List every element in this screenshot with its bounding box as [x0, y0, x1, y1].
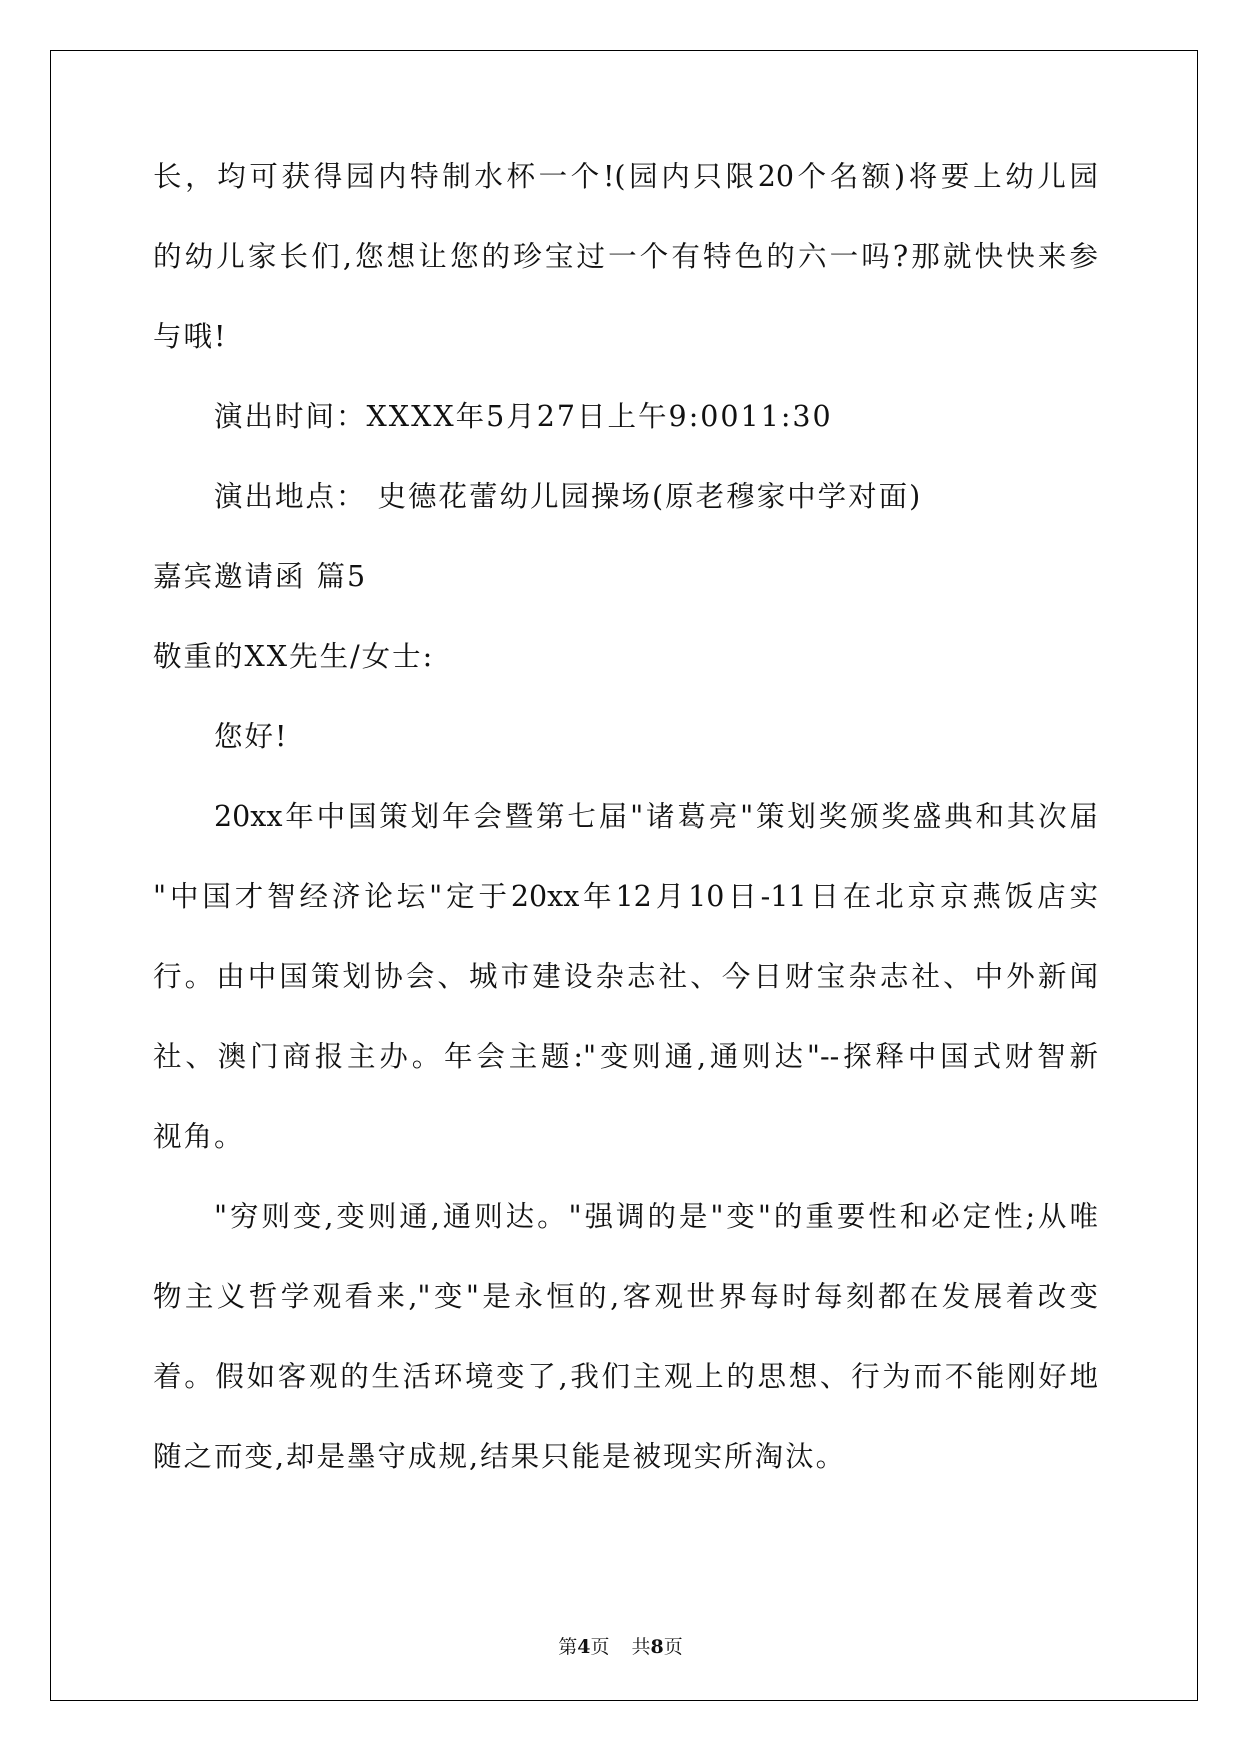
- text-line: 着。假如客观的生活环境变了,我们主观上的思想、行为而不能刚好地: [153, 1360, 1098, 1393]
- page-suffix: 页: [590, 1636, 610, 1658]
- total-pages: 8: [650, 1636, 664, 1658]
- text-line: 社、澳门商报主办。年会主题:"变则通,通则达"--探释中国式财智新: [153, 1040, 1098, 1073]
- text-line: 行。由中国策划协会、城市建设杂志社、今日财宝杂志社、中外新闻: [153, 960, 1098, 993]
- total-prefix: 共: [631, 1636, 651, 1658]
- text-line: 长，均可获得园内特制水杯一个!(园内只限20个名额)将要上幼儿园: [153, 160, 1098, 193]
- text-line: 物主义哲学观看来,"变"是永恒的,客观世界每时每刻都在发展着改变: [153, 1280, 1098, 1313]
- salutation: 敬重的XX先生/女士:: [153, 640, 435, 673]
- text-line: 与哦!: [153, 320, 228, 353]
- performance-location-line: 演出地点： 史德花蕾幼儿园操场(原老穆家中学对面): [214, 480, 923, 513]
- greeting: 您好!: [214, 720, 289, 753]
- text-line: "中国才智经济论坛"定于20xx年12月10日-11日在北京京燕饭店实: [153, 880, 1098, 913]
- text-line: 随之而变,却是墨守成规,结果只能是被现实所淘汰。: [153, 1440, 847, 1473]
- text-line: "穷则变,变则通,通则达。"强调的是"变"的重要性和必定性;从唯: [214, 1200, 1098, 1233]
- performance-time-line: 演出时间：XXXX年5月27日上午9:0011:30: [214, 400, 833, 433]
- page-prefix: 第: [558, 1636, 578, 1658]
- total-suffix: 页: [663, 1636, 683, 1658]
- page-footer: [0, 1632, 1241, 1659]
- document-body: [153, 160, 1098, 1520]
- section-heading: 嘉宾邀请函 篇5: [153, 560, 368, 593]
- text-line: 视角。: [153, 1120, 245, 1153]
- text-line: 的幼儿家长们,您想让您的珍宝过一个有特色的六一吗?那就快快来参: [153, 240, 1098, 273]
- page-number: 4: [577, 1636, 591, 1658]
- text-line: 20xx年中国策划年会暨第七届"诸葛亮"策划奖颁奖盛典和其次届: [214, 800, 1098, 833]
